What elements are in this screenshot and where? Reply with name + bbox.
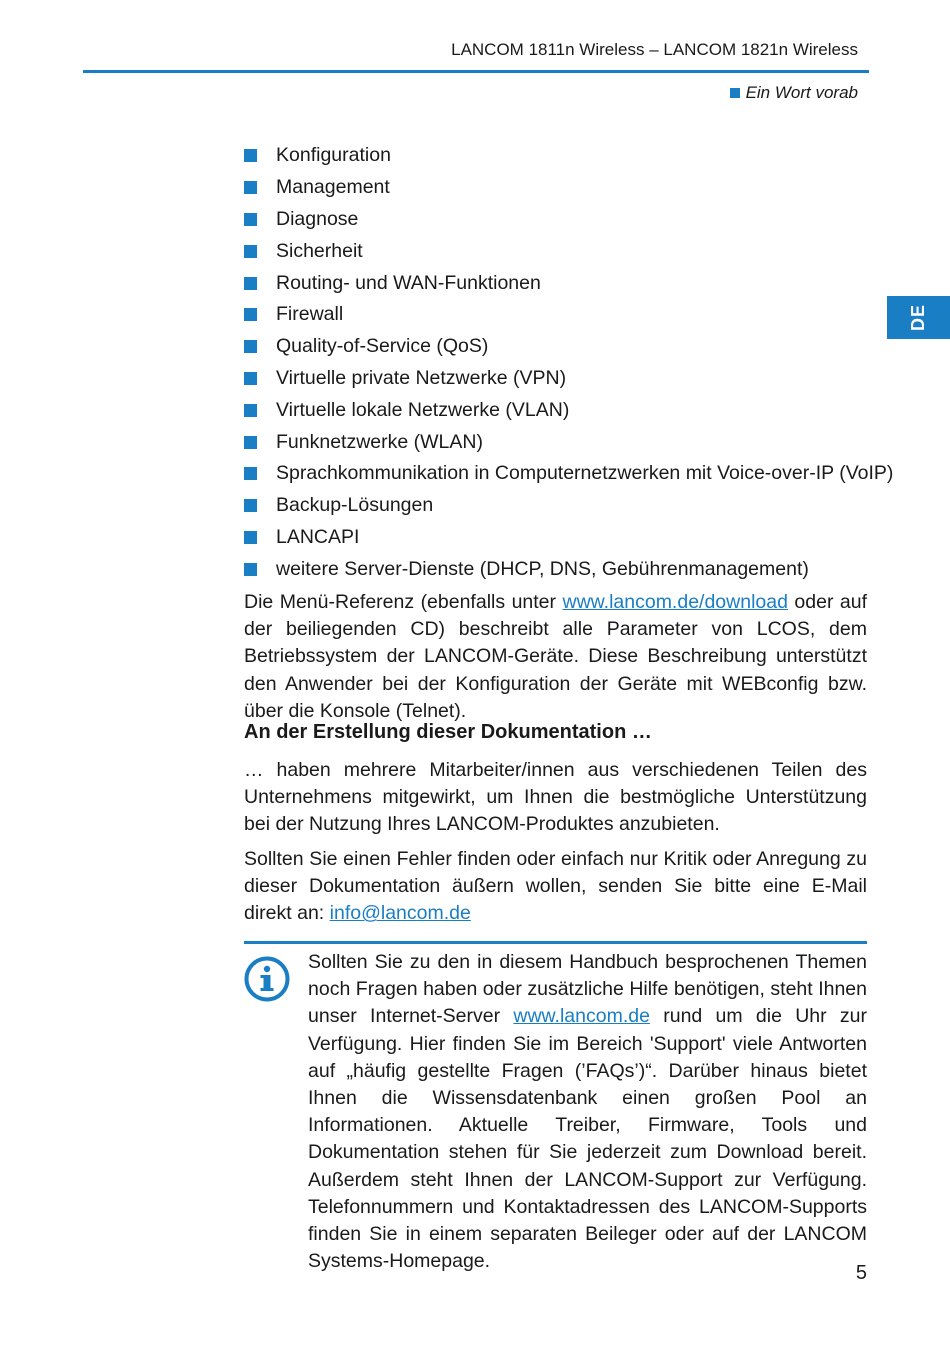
- bullet-square-icon: [244, 436, 257, 449]
- list-item: [244, 267, 874, 299]
- contributors-paragraph: … haben mehrere Mitarbeiter/innen aus verschiedenen Teilen des Unternehmens mitgewirkt, um Ihnen die bestmögliche Unterstützung bei der Nutzung Ihres LANCOM-Produktes anzubieten.: [244, 759, 867, 836]
- list-item: [244, 522, 874, 554]
- list-item: [244, 458, 894, 490]
- bullet-square-icon: [244, 181, 257, 194]
- list-item-label: LANCAPI: [276, 525, 360, 548]
- menu-reference-text-cont: oder auf der beiliegenden CD) beschreibt alle Parameter von LCOS, dem Betriebssystem der LANCOM-Geräte. Diese Beschreibung unterstützt den Anwender bei der Konfiguration der Geräte mit WEBconfig bzw. über die Konsole (Telnet).: [244, 591, 867, 722]
- info-text-part: Sollten Sie zu den in diesem Handbuch besprochenen Themen noch Fragen haben oder zusätzliche Hilfe benötigen, steht Ihnen unser Internet-Server: [308, 951, 867, 1028]
- bullet-square-icon: [244, 149, 257, 162]
- section-marker-icon: [730, 88, 740, 98]
- list-item-label: Funknetzwerke (WLAN): [276, 430, 483, 453]
- list-item: [244, 426, 874, 458]
- language-tab-de: [887, 296, 950, 339]
- header-rule: [83, 70, 869, 73]
- list-item: [244, 204, 874, 236]
- list-item-label: Management: [276, 176, 390, 199]
- bullet-square-icon: [244, 499, 257, 512]
- list-item: [244, 172, 874, 204]
- menu-reference-text: Die Menü-Referenz (ebenfalls unter: [244, 591, 563, 613]
- info-box-rule: [244, 941, 867, 944]
- bullet-square-icon: [244, 467, 257, 480]
- page-number: 5: [855, 1262, 867, 1284]
- bullet-square-icon: [244, 531, 257, 544]
- bullet-square-icon: [244, 563, 257, 576]
- language-tab-label: DE: [907, 303, 928, 332]
- bullet-square-icon: [244, 404, 257, 417]
- list-item-label: Sicherheit: [276, 239, 363, 262]
- bullet-square-icon: [244, 308, 257, 321]
- bullet-square-icon: [244, 245, 257, 258]
- list-item-label: Backup-Lösungen: [276, 494, 434, 517]
- list-item-label: Routing- und WAN-Funktionen: [276, 271, 541, 294]
- list-item: [244, 299, 874, 331]
- section-title: Ein Wort vorab: [745, 83, 858, 102]
- list-item-label: Firewall: [276, 303, 344, 326]
- list-item-label: Konfiguration: [276, 144, 391, 167]
- menu-reference-paragraph: [244, 589, 867, 725]
- feedback-text: Sollten Sie einen Fehler finden oder einfach nur Kritik oder Anregung zu dieser Dokumentation äußern wollen, senden Sie bitte eine E-Mail direkt an:: [244, 848, 867, 925]
- list-item-label: Virtuelle lokale Netzwerke (VLAN): [276, 398, 570, 421]
- section-heading: An der Erstellung dieser Dokumentation …: [244, 721, 652, 743]
- topic-list: [244, 140, 894, 585]
- bullet-square-icon: [244, 372, 257, 385]
- list-item: [244, 490, 874, 522]
- header-title: LANCOM 1811n Wireless – LANCOM 1821n Wireless: [451, 40, 858, 59]
- bullet-square-icon: [244, 340, 257, 353]
- info-text-part-cont: rund um die Uhr zur Verfügung. Hier finden Sie im Bereich 'Support' viele Antworten auf „häufig gestellte Fragen (’FAQs’)“. Darüber hinaus bietet Ihnen die Wissensdatenbank einen großen Pool an Informationen. Aktuelle Treiber, Firmware, Tools und Dokumentation stehen für Sie jederzeit zum Download bereit. Außerdem steht Ihnen der LANCOM-Support zur Verfügung. Telefonnummern und Kontaktadressen des LANCOM-Supports finden Sie in einem separaten Beileger oder auf der LANCOM Systems-Homepage.: [308, 1005, 867, 1273]
- list-item-label: Quality-of-Service (QoS): [276, 335, 489, 358]
- website-link[interactable]: www.lancom.de: [513, 1005, 650, 1028]
- list-item-label: Diagnose: [276, 207, 359, 230]
- info-icon: [244, 956, 290, 1002]
- bullet-square-icon: [244, 213, 257, 226]
- bullet-square-icon: [244, 277, 257, 290]
- list-item: [244, 394, 874, 426]
- list-item: [244, 140, 874, 172]
- list-item-label: Sprachkommunikation in Computernetzwerken mit Voice-over-IP (VoIP): [276, 462, 894, 485]
- list-item: [244, 363, 874, 395]
- list-item: [244, 235, 874, 267]
- info-box-text: [308, 949, 867, 1275]
- list-item-label: weitere Server-Dienste (DHCP, DNS, Gebührenmanagement): [276, 557, 809, 580]
- feedback-paragraph: [244, 846, 867, 928]
- header-section: [730, 83, 858, 103]
- list-item: [244, 331, 874, 363]
- list-item-label: Virtuelle private Netzwerke (VPN): [276, 366, 567, 389]
- download-link[interactable]: www.lancom.de/download: [562, 591, 788, 613]
- list-item: [244, 553, 874, 585]
- email-link[interactable]: info@lancom.de: [329, 902, 471, 925]
